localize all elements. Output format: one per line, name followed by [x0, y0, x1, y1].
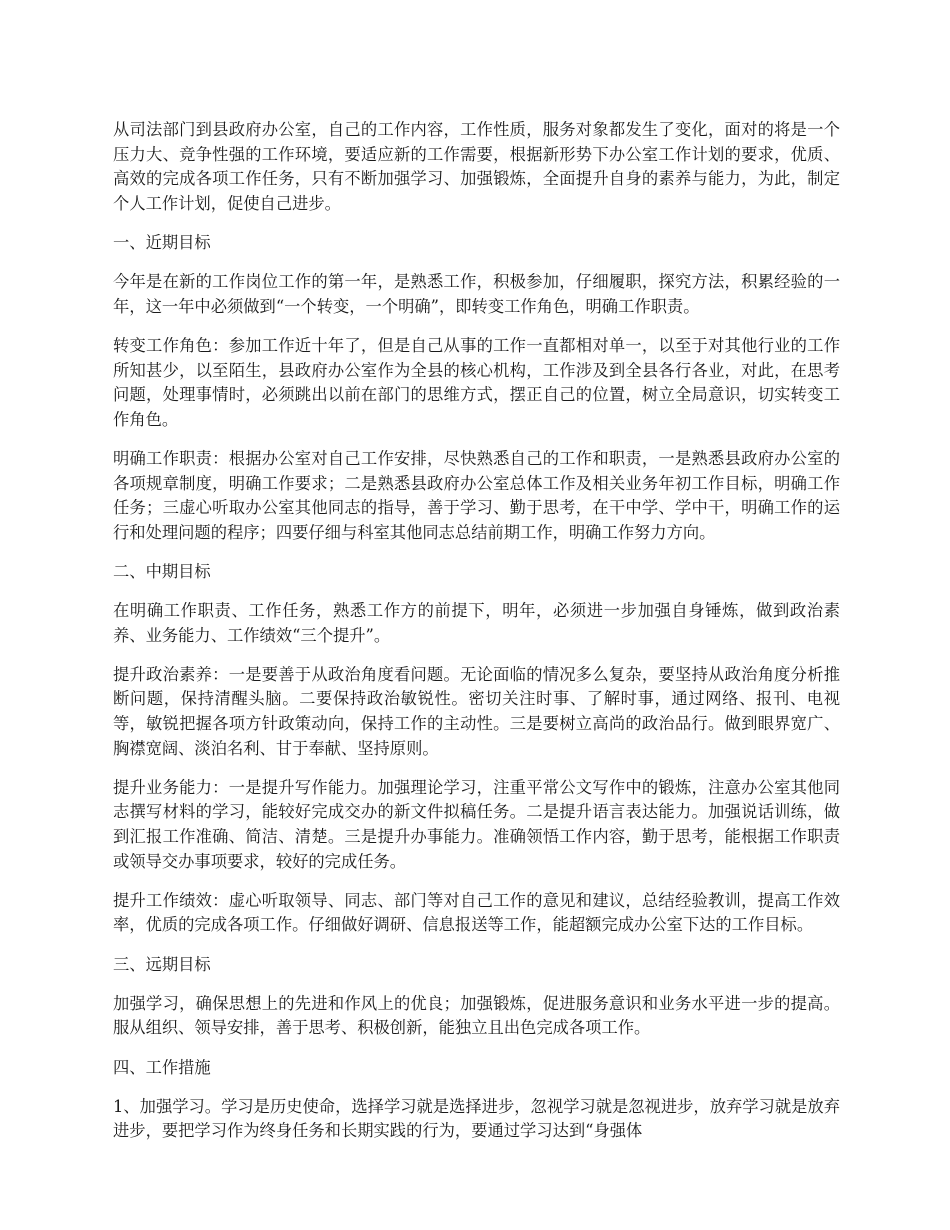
section-heading-near-term: 一、近期目标 — [113, 232, 211, 252]
section-heading-measures: 四、工作措施 — [113, 1057, 211, 1077]
section-heading-mid-term: 二、中期目标 — [113, 561, 211, 581]
work-performance-paragraph: 提升工作绩效：虚心听取领导、同志、部门等对自己工作的意见和建议，总结经验教训，提高工作效率，优质的完成各项工作。仔细做好调研、信息报送等工作，能超额完成办公室下达的工作目标。 — [113, 890, 840, 935]
role-change-paragraph: 转变工作角色：参加工作近十年了，但是自己从事的工作一直都相对单一，以至于对其他行业的工作所知甚少，以至陌生，县政府办公室作为全县的核心机构，工作涉及到全县各行各业，对此，在思考问题，处理事情时，必须跳出以前在部门的思维方式，摆正自己的位置，树立全局意识，切实转变工作角色。 — [113, 335, 840, 429]
duty-clarify-paragraph: 明确工作职责：根据办公室对自己工作安排，尽快熟悉自己的工作和职责，一是熟悉县政府办公室的各项规章制度，明确工作要求；二是熟悉县政府办公室总体工作及相关业务年初工作目标，明确工作任务；三虚心听取办公室其他同志的指导，善于学习、勤于思考，在干中学、学中干，明确工作的运行和处理问题的程序；四要仔细与科室其他同志总结前期工作，明确工作努力方向。 — [113, 448, 840, 542]
long-term-paragraph: 加强学习，确保思想上的先进和作风上的优良；加强锻炼，促进服务意识和业务水平进一步的提高。服从组织、领导安排，善于思考、积极创新，能独立且出色完成各项工作。 — [113, 993, 840, 1038]
mid-term-paragraph: 在明确工作职责、工作任务，熟悉工作方的前提下，明年，必须进一步加强自身锤炼，做到政治素养、业务能力、工作绩效“三个提升”。 — [113, 601, 840, 645]
business-ability-paragraph: 提升业务能力：一是提升写作能力。加强理论学习，注重平常公文写作中的锻炼，注意办公室其他同志撰写材料的学习，能较好完成交办的新文件拟稿任务。二是提升语言表达能力。加强说话训练，做到汇报工作准确、简洁、清楚。三是提升办事能力。准确领悟工作内容，勤于思考，能根据工作职责或领导交办事项要求，较好的完成任务。 — [113, 777, 840, 871]
near-term-paragraph: 今年是在新的工作岗位工作的第一年，是熟悉工作，积极参加，仔细履职，探究方法，积累经验的一年，这一年中必须做到“一个转变，一个明确”，即转变工作角色，明确工作职责。 — [113, 272, 840, 316]
political-quality-paragraph: 提升政治素养：一是要善于从政治角度看问题。无论面临的情况多么复杂，要坚持从政治角度分析推断问题，保持清醒头脑。二要保持政治敏锐性。密切关注时事、了解时事，通过网络、报刊、电视等，敏锐把握各项方针政策动向，保持工作的主动性。三是要树立高尚的政治品行。做到眼界宽广、胸襟宽阔、淡泊名利、甘于奉献、坚持原则。 — [113, 664, 840, 758]
document-body — [113, 118, 840, 1159]
section-heading-long-term: 三、远期目标 — [113, 954, 211, 974]
intro-paragraph: 从司法部门到县政府办公室，自己的工作内容，工作性质，服务对象都发生了变化，面对的将是一个压力大、竞争性强的工作环境，要适应新的工作需要，根据新形势下办公室工作计划的要求，优质、高效的完成各项工作任务，只有不断加强学习、加强锻炼，全面提升自身的素养与能力，为此，制定个人工作计划，促使自己进步。 — [113, 120, 840, 213]
measures-paragraph: 1、加强学习。学习是历史使命，选择学习就是选择进步，忽视学习就是忽视进步，放弃学习就是放弃进步，要把学习作为终身任务和长期实践的行为，要通过学习达到“身强体 — [113, 1096, 840, 1141]
